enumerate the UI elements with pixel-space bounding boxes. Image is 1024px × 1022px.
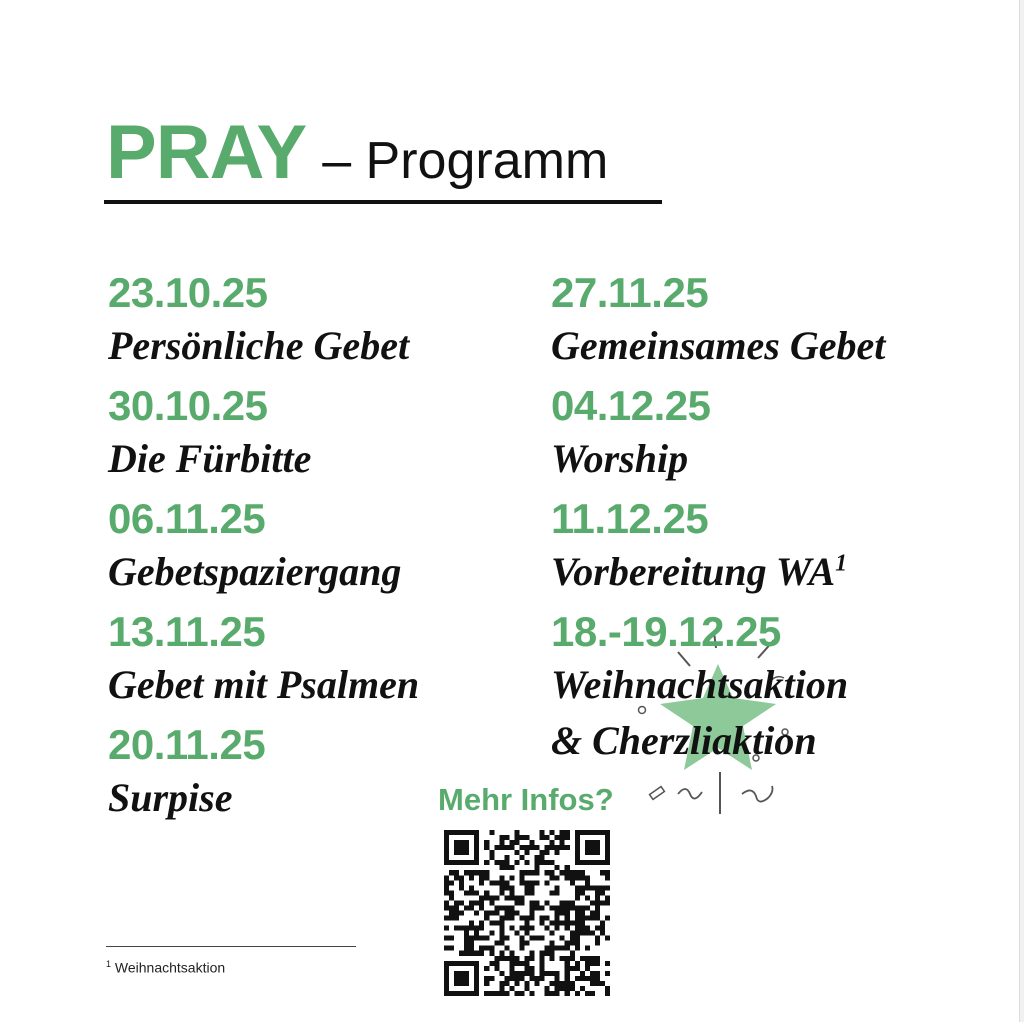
entry-event: Persönliche Gebet [108,323,410,368]
qr-code-icon[interactable] [444,830,610,996]
entry-date: 30.10.25 [108,382,268,429]
schedule-entry [551,268,885,381]
entry-event: Gemeinsames Gebet [551,323,886,368]
schedule-entry [551,494,885,607]
footnote-mark: 1 [106,959,112,969]
entry-date: 04.12.25 [551,382,711,429]
schedule-entry [551,381,885,494]
entry-date: 06.11.25 [108,495,266,542]
footnote-divider [106,946,356,947]
entry-date: 20.11.25 [108,721,266,768]
entry-date: 18.-19.12.25 [551,608,781,655]
entry-date: 11.12.25 [551,495,709,542]
entry-event-text: Vorbereitung WA [551,549,836,594]
title-main: PRAY [106,110,307,195]
entry-event [551,657,885,769]
schedule-entry [108,268,419,381]
schedule-left-column [108,268,419,833]
entry-date: 23.10.25 [108,269,268,316]
entry-date: 27.11.25 [551,269,709,316]
footnote-mark: 1 [835,550,848,577]
footnote-text: Weihnachtsaktion [114,959,226,976]
title-underline [104,200,662,204]
entry-event [551,544,885,600]
entry-date: 13.11.25 [108,608,266,655]
schedule-entry [108,381,419,494]
entry-event: Gebet mit Psalmen [108,662,420,707]
more-info-label: Mehr Infos? [438,782,614,817]
schedule-entry [551,607,885,763]
entry-event-line2: & Cherzliaktion [551,718,817,763]
entry-event: Surpise [108,775,233,820]
entry-event: Worship [551,436,689,481]
schedule-entry [108,607,419,720]
page-title [106,112,608,194]
schedule-entry [108,720,419,833]
entry-event-line1: Weihnachtsaktion [551,662,849,707]
entry-event: Die Fürbitte [108,436,312,481]
schedule-entry [108,494,419,607]
schedule-right-column [551,268,886,763]
entry-event: Gebetspaziergang [108,549,402,594]
title-subtitle: – Programm [322,132,609,190]
footnote [106,959,225,976]
page-edge [1019,0,1024,1022]
